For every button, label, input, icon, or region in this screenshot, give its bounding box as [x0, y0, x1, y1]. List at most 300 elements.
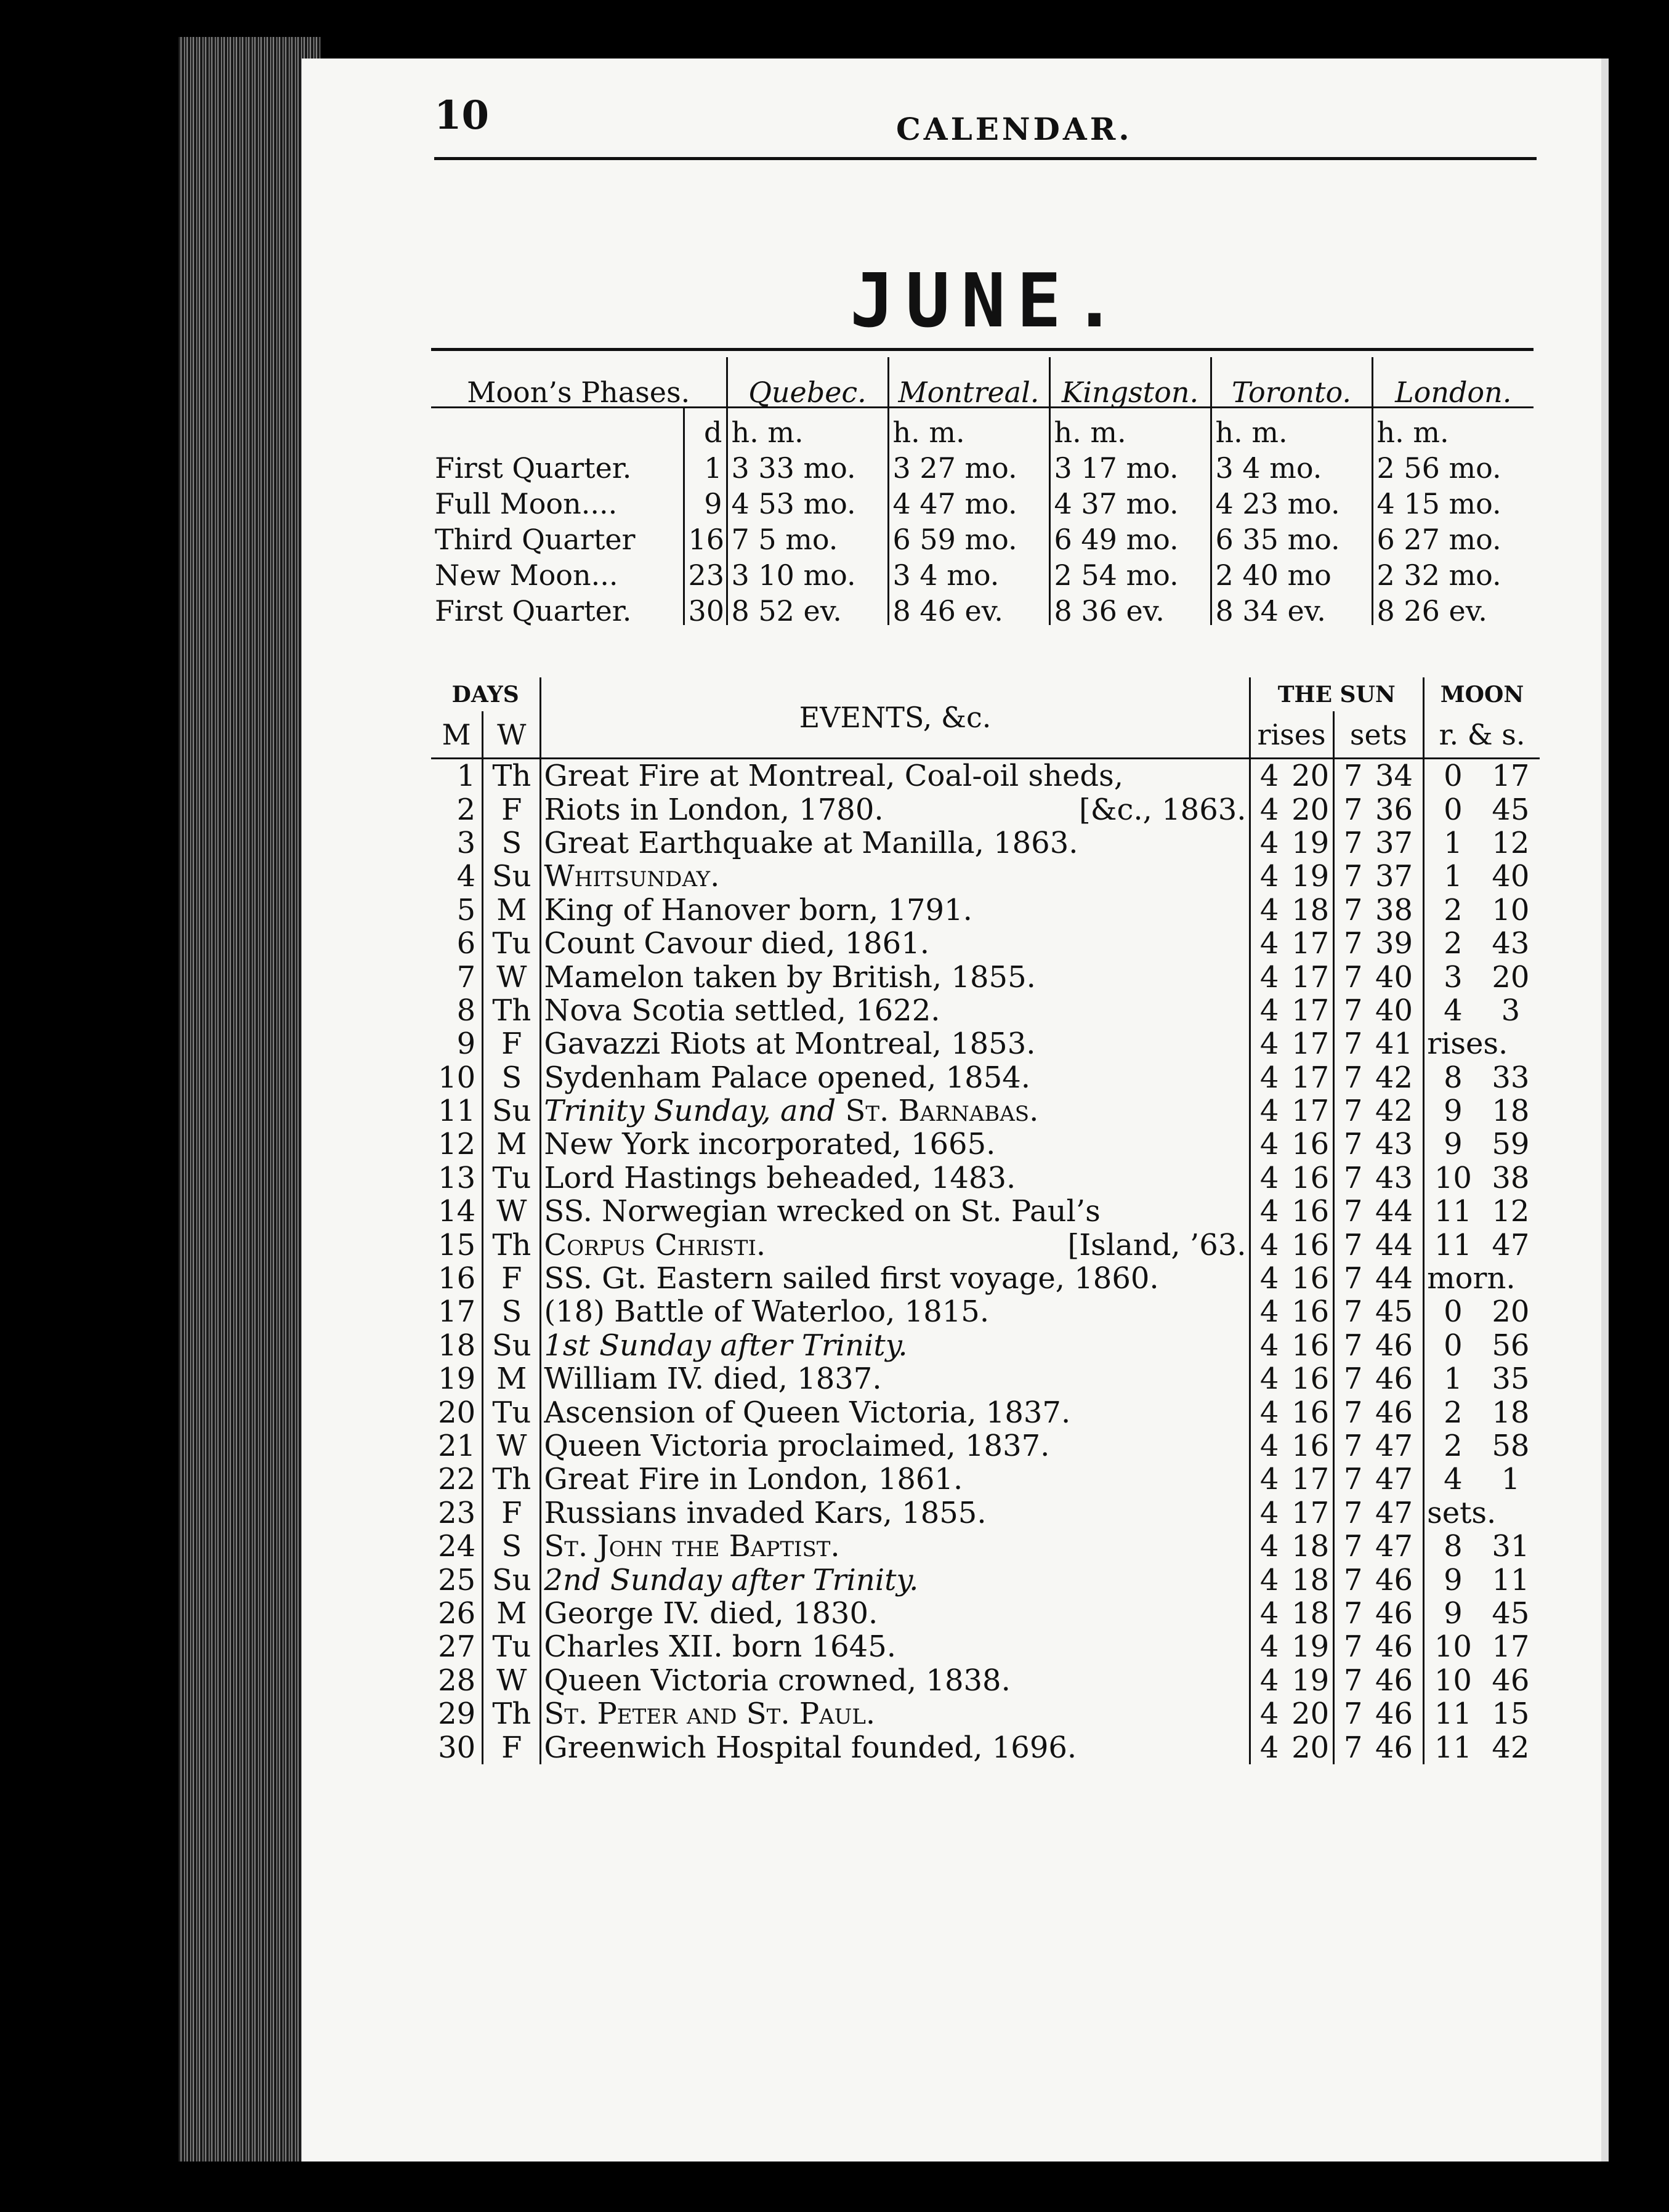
event-text-main: Ascension of Queen Victoria, 1837.: [544, 1395, 1071, 1429]
event-text-main: St. Peter and St. Paul.: [544, 1697, 876, 1731]
event-text-continuation: [Island, ’63.: [1067, 1228, 1247, 1262]
sun-set-hour: 7: [1333, 1730, 1372, 1764]
event-text: [541, 759, 1250, 793]
moon-hour: 2: [1424, 894, 1482, 927]
week-day: S: [483, 1530, 541, 1563]
days-label: DAYS: [451, 681, 519, 708]
event-row: [431, 1597, 1540, 1630]
phase-time: 6 35 mo.: [1211, 518, 1372, 554]
moon-note: rises.: [1424, 1027, 1540, 1060]
city-montreal: Montreal.: [888, 357, 1049, 408]
sun-rise-minute: 19: [1291, 859, 1330, 894]
month-day: 30: [438, 1730, 476, 1765]
event-text-main: New York incorporated, 1665.: [544, 1128, 996, 1161]
city-toronto: Toronto.: [1211, 357, 1372, 408]
sun-rise-hour: 4: [1250, 1697, 1288, 1730]
week-day: S: [483, 1295, 541, 1328]
sun-rise-minute: 20: [1291, 1730, 1330, 1765]
sun-rise-minute: 16: [1291, 1227, 1330, 1262]
moon-hour: 4: [1424, 994, 1482, 1027]
phase-time: 2 40 mo: [1211, 554, 1372, 589]
event-row: [431, 1295, 1540, 1328]
event-text-continuation: [&c., 1863.: [1079, 793, 1247, 826]
moon-minute: 59: [1492, 1127, 1530, 1162]
sun-set-hour: 7: [1333, 1395, 1372, 1429]
moon-hour: 9: [1424, 1563, 1482, 1596]
moon-minute: 3: [1501, 993, 1521, 1028]
week-day: S: [483, 826, 541, 860]
sun-set-minute: 46: [1375, 1629, 1413, 1665]
event-text: [541, 793, 1250, 826]
week-day: Tu: [483, 1395, 541, 1429]
moon-minute: 35: [1492, 1362, 1530, 1397]
event-row: [431, 1061, 1540, 1094]
month-day: 1: [456, 759, 476, 794]
week-day: Th: [483, 1228, 541, 1261]
sun-rise-minute: 20: [1291, 1697, 1330, 1732]
moon-minute: 17: [1492, 1629, 1530, 1665]
moon-hour: 0: [1424, 1329, 1482, 1362]
sun-set-hour: 7: [1333, 1429, 1372, 1463]
sun-set-minute: 45: [1375, 1294, 1413, 1330]
sun-rise-hour: 4: [1250, 1228, 1288, 1261]
week-day: W: [483, 1195, 541, 1228]
week-day: M: [483, 1362, 541, 1395]
phase-time: 3 33 mo.: [727, 446, 888, 482]
month-day: 27: [438, 1629, 476, 1665]
phase-day: 16: [684, 518, 727, 554]
month-day: 11: [438, 1094, 476, 1129]
event-text-main: SS. Gt. Eastern sailed first voyage, 1860.: [544, 1261, 1159, 1296]
week-day: W: [483, 1664, 541, 1697]
month-day: 23: [438, 1495, 476, 1530]
sun-rise-hour: 4: [1250, 1295, 1288, 1328]
month-day: 26: [438, 1596, 476, 1631]
sun-set-minute: 46: [1375, 1362, 1413, 1397]
week-day: M: [483, 1597, 541, 1630]
unit-time: h. m.: [888, 408, 1049, 447]
sun-set-minute: 38: [1375, 892, 1413, 927]
month-day: 17: [438, 1294, 476, 1330]
section-label: CALENDAR.: [896, 111, 1133, 147]
phase-time: 3 4 mo.: [888, 554, 1049, 589]
event-text-smallcaps: St. Barnabas.: [836, 1094, 1039, 1128]
event-text: [541, 894, 1250, 927]
month-day: 6: [456, 926, 476, 961]
moon-hour: 9: [1424, 1128, 1482, 1161]
phase-time: 8 34 ev.: [1211, 589, 1372, 625]
moon-phases-header: [431, 357, 1534, 408]
moon-hour: 0: [1424, 759, 1482, 793]
phase-name: New Moon...: [435, 559, 618, 592]
sun-rise-hour: 4: [1250, 1128, 1288, 1161]
moon-note: sets.: [1424, 1496, 1540, 1530]
moon-hour: 1: [1424, 1362, 1482, 1395]
sun-set-minute: 43: [1375, 1160, 1413, 1195]
moon-minute: 31: [1492, 1529, 1530, 1564]
event-text: [541, 1496, 1250, 1530]
sun-set-hour: 7: [1333, 1362, 1372, 1395]
event-row: [431, 1128, 1540, 1161]
month-day: 15: [438, 1227, 476, 1262]
moon-hour: 11: [1424, 1228, 1482, 1261]
sun-set-hour: 7: [1333, 1094, 1372, 1128]
sun-rise-minute: 16: [1291, 1160, 1330, 1195]
event-text: [541, 826, 1250, 860]
phase-time: 3 17 mo.: [1049, 446, 1211, 482]
sun-rise-hour: 4: [1250, 1563, 1288, 1596]
phase-day: 9: [684, 482, 727, 518]
sun-rise-hour: 4: [1250, 1161, 1288, 1195]
sun-rise-hour: 4: [1250, 793, 1288, 826]
event-text: [541, 1630, 1250, 1663]
month-day: 21: [438, 1429, 476, 1463]
sun-rise-minute: 17: [1291, 1094, 1330, 1129]
week-day: Tu: [483, 1161, 541, 1195]
sun-rise-hour: 4: [1250, 1630, 1288, 1663]
sun-set-minute: 44: [1375, 1227, 1413, 1262]
sun-set-minute: 42: [1375, 1094, 1413, 1129]
week-day: Th: [483, 759, 541, 793]
sun-set-minute: 47: [1375, 1529, 1413, 1564]
city-quebec: Quebec.: [727, 357, 888, 408]
event-text-main: Gavazzi Riots at Montreal, 1853.: [544, 1027, 1036, 1061]
moon-hour: 8: [1424, 1061, 1482, 1094]
moon-minute: 12: [1492, 1194, 1530, 1229]
sun-rise-hour: 4: [1250, 1362, 1288, 1395]
sun-rise-minute: 18: [1291, 892, 1330, 927]
sun-set-hour: 7: [1333, 826, 1372, 860]
event-text-main: Greenwich Hospital founded, 1696.: [544, 1730, 1077, 1764]
sun-set-hour: 7: [1333, 860, 1372, 893]
moon-minute: 12: [1492, 825, 1530, 860]
event-text-main: Queen Victoria proclaimed, 1837.: [544, 1429, 1050, 1463]
sun-rise-minute: 16: [1291, 1362, 1330, 1397]
sun-set-hour: 7: [1333, 1664, 1372, 1697]
month-title: JUNE.: [850, 259, 1128, 344]
week-day: S: [483, 1061, 541, 1094]
month-day: 22: [438, 1462, 476, 1497]
month-day: 24: [438, 1529, 476, 1564]
month-day: 14: [438, 1194, 476, 1229]
sun-rise-minute: 17: [1291, 1495, 1330, 1530]
event-text: [541, 927, 1250, 960]
week-day-label: W: [483, 711, 541, 759]
sun-rise-minute: 17: [1291, 959, 1330, 995]
phase-row: [431, 518, 1534, 554]
event-text: [541, 960, 1250, 993]
sun-rise-minute: 17: [1291, 1462, 1330, 1497]
event-row: [431, 1094, 1540, 1128]
month-day: 16: [438, 1261, 476, 1296]
phase-time: 4 37 mo.: [1049, 482, 1211, 518]
event-text-main: Great Fire in London, 1861.: [544, 1463, 963, 1496]
event-text: [541, 994, 1250, 1027]
phase-time: 4 23 mo.: [1211, 482, 1372, 518]
sun-set-minute: 44: [1375, 1194, 1413, 1229]
sun-set-hour: 7: [1333, 1597, 1372, 1630]
moon-hour: 4: [1424, 1463, 1482, 1496]
sun-rise-hour: 4: [1250, 1329, 1288, 1362]
phase-day: 30: [684, 589, 727, 625]
event-row: [431, 994, 1540, 1027]
month-day: 25: [438, 1562, 476, 1597]
sun-rise-minute: 18: [1291, 1562, 1330, 1597]
sun-set-minute: 43: [1375, 1127, 1413, 1162]
moon-minute: 33: [1492, 1060, 1530, 1095]
phase-time: 4 53 mo.: [727, 482, 888, 518]
week-day: M: [483, 894, 541, 927]
sun-set-minute: 39: [1375, 926, 1413, 961]
event-text: [541, 1228, 1250, 1261]
sun-set-minute: 44: [1375, 1261, 1413, 1296]
week-day: F: [483, 1730, 541, 1764]
event-text: [541, 1128, 1250, 1161]
event-rows: [431, 759, 1540, 1764]
event-text-main: Corpus Christi.: [544, 1228, 766, 1262]
event-text-main: Lord Hastings beheaded, 1483.: [544, 1161, 1016, 1195]
sun-set-hour: 7: [1333, 927, 1372, 960]
week-day: Th: [483, 1697, 541, 1730]
event-text: [541, 1664, 1250, 1697]
sun-rise-minute: 20: [1291, 792, 1330, 827]
sun-rise-minute: 19: [1291, 825, 1330, 860]
phase-day: 1: [684, 446, 727, 482]
page-number: 10: [434, 92, 490, 139]
month-day: 3: [456, 825, 476, 860]
week-day: F: [483, 1262, 541, 1295]
month-day: 2: [456, 792, 476, 827]
event-row: [431, 1630, 1540, 1663]
unit-day: d: [684, 408, 727, 447]
sun-rise-hour: 4: [1250, 860, 1288, 893]
moon-minute: 58: [1492, 1429, 1530, 1463]
phase-time: 4 15 mo.: [1372, 482, 1534, 518]
sun-set-minute: 46: [1375, 1328, 1413, 1363]
event-text: [541, 1730, 1250, 1764]
sun-set-minute: 34: [1375, 759, 1413, 794]
sun-set-hour: 7: [1333, 1061, 1372, 1094]
moon-hour: 11: [1424, 1730, 1482, 1764]
event-text-main: St. John the Baptist.: [544, 1529, 840, 1564]
week-day: F: [483, 1027, 541, 1060]
month-day: 8: [456, 993, 476, 1028]
moon-minute: 10: [1492, 892, 1530, 927]
event-row: [431, 1697, 1540, 1730]
month-day: 29: [438, 1697, 476, 1732]
phase-time: 7 5 mo.: [727, 518, 888, 554]
event-text-main: Whitsunday.: [544, 860, 720, 894]
moon-minute: 43: [1492, 926, 1530, 961]
event-text-main: Count Cavour died, 1861.: [544, 926, 930, 961]
sun-rise-hour: 4: [1250, 994, 1288, 1027]
moon-hour: 8: [1424, 1530, 1482, 1563]
moon-hour: 10: [1424, 1664, 1482, 1697]
sun-rise-minute: 19: [1291, 1629, 1330, 1665]
moon-minute: 42: [1492, 1730, 1530, 1765]
sun-rise-minute: 16: [1291, 1328, 1330, 1363]
moon-hour: 2: [1424, 1429, 1482, 1463]
phase-time: 2 56 mo.: [1372, 446, 1534, 482]
event-text: [541, 1362, 1250, 1395]
event-text: [541, 1262, 1250, 1295]
sun-rise-minute: 19: [1291, 1663, 1330, 1698]
month-day: 5: [456, 892, 476, 927]
events-table: [431, 677, 1540, 1764]
event-text-main: Mamelon taken by British, 1855.: [544, 960, 1036, 994]
sun-set-hour: 7: [1333, 1530, 1372, 1563]
event-text: [541, 1094, 1250, 1128]
phase-row: [431, 482, 1534, 518]
month-day: 7: [456, 959, 476, 995]
moon-hour: 10: [1424, 1161, 1482, 1195]
sun-set-minute: 46: [1375, 1730, 1413, 1765]
sun-set-minute: 46: [1375, 1562, 1413, 1597]
moon-minute: 40: [1492, 859, 1530, 894]
sun-set-hour: 7: [1333, 793, 1372, 826]
sun-set-hour: 7: [1333, 1496, 1372, 1530]
phase-row: [431, 589, 1534, 625]
sun-rise-hour: 4: [1250, 1463, 1288, 1496]
month-day-label: M: [431, 711, 483, 759]
sun-set-hour: 7: [1333, 1463, 1372, 1496]
month-day: 28: [438, 1663, 476, 1698]
sun-set-hour: 7: [1333, 1161, 1372, 1195]
sun-rise-hour: 4: [1250, 1664, 1288, 1697]
sun-set-minute: 47: [1375, 1462, 1413, 1497]
sun-set-hour: 7: [1333, 1563, 1372, 1596]
event-text-main: SS. Norwegian wrecked on St. Paul’s: [544, 1195, 1101, 1229]
moon-minute: 20: [1492, 1294, 1530, 1330]
phase-time: 3 27 mo.: [888, 446, 1049, 482]
week-day: Th: [483, 1463, 541, 1496]
moon-note: morn.: [1424, 1262, 1540, 1295]
event-text-main: King of Hanover born, 1791.: [544, 893, 972, 927]
sun-rise-hour: 4: [1250, 1496, 1288, 1530]
moon-hour: 1: [1424, 826, 1482, 860]
sun-label: THE SUN: [1250, 677, 1424, 711]
week-day: W: [483, 960, 541, 993]
city-london: London.: [1372, 357, 1534, 408]
week-day: M: [483, 1128, 541, 1161]
event-text: [541, 860, 1250, 893]
sun-rise-hour: 4: [1250, 1395, 1288, 1429]
sun-rise-minute: 17: [1291, 993, 1330, 1028]
sun-set-minute: 37: [1375, 859, 1413, 894]
event-text: [541, 1329, 1250, 1362]
facing-page-edge: [1601, 59, 1609, 2162]
event-row: [431, 1262, 1540, 1295]
sun-set-hour: 7: [1333, 1027, 1372, 1060]
event-text-main: Queen Victoria crowned, 1838.: [544, 1663, 1011, 1697]
month-day: 9: [456, 1027, 476, 1062]
event-text-main: Russians invaded Kars, 1855.: [544, 1496, 987, 1530]
sun-set-hour: 7: [1333, 1262, 1372, 1295]
event-row: [431, 860, 1540, 893]
sun-set-hour: 7: [1333, 1329, 1372, 1362]
moon-phases-table: [431, 348, 1534, 628]
phase-name: Third Quarter: [435, 523, 636, 556]
unit-time: h. m.: [1372, 408, 1534, 447]
moon-minute: 15: [1492, 1697, 1530, 1732]
event-text: [541, 1463, 1250, 1496]
event-row: [431, 894, 1540, 927]
phase-time: 6 27 mo.: [1372, 518, 1534, 554]
moon-hour: 0: [1424, 793, 1482, 826]
event-text-main: Great Fire at Montreal, Coal-oil sheds,: [544, 759, 1124, 793]
event-text-main: William IV. died, 1837.: [544, 1362, 882, 1396]
sun-rise-minute: 17: [1291, 1027, 1330, 1062]
sun-set-minute: 37: [1375, 825, 1413, 860]
moon-minute: 20: [1492, 959, 1530, 995]
event-text-main: 1st Sunday after Trinity.: [544, 1328, 908, 1363]
sun-rise-hour: 4: [1250, 1530, 1288, 1563]
sun-rise-minute: 16: [1291, 1194, 1330, 1229]
event-row: [431, 1329, 1540, 1362]
event-text: [541, 1429, 1250, 1463]
sun-set-hour: 7: [1333, 1295, 1372, 1328]
moon-minute: 45: [1492, 1596, 1530, 1631]
moon-minute: 11: [1492, 1562, 1530, 1597]
moon-rs-label: r. & s.: [1424, 711, 1540, 759]
moon-hour: 1: [1424, 860, 1482, 893]
event-text-main: Riots in London, 1780.: [544, 793, 884, 826]
sun-set-hour: 7: [1333, 759, 1372, 793]
week-day: Tu: [483, 927, 541, 960]
moon-minute: 56: [1492, 1328, 1530, 1363]
week-day: Su: [483, 1563, 541, 1596]
phase-name: First Quarter.: [435, 594, 632, 628]
moon-hour: 3: [1424, 960, 1482, 993]
month-day: 10: [438, 1060, 476, 1095]
sun-rise-minute: 16: [1291, 1429, 1330, 1463]
week-day: Su: [483, 860, 541, 893]
sun-rise-minute: 20: [1291, 759, 1330, 794]
event-row: [431, 759, 1540, 793]
sun-set-hour: 7: [1333, 1195, 1372, 1228]
sun-set-minute: 42: [1375, 1060, 1413, 1095]
moon-hour: 2: [1424, 927, 1482, 960]
sun-set-minute: 46: [1375, 1663, 1413, 1698]
event-text: [541, 1395, 1250, 1429]
sun-rise-hour: 4: [1250, 927, 1288, 960]
event-text-main: Great Earthquake at Manilla, 1863.: [544, 826, 1078, 860]
phase-time: 6 49 mo.: [1049, 518, 1211, 554]
sun-rise-hour: 4: [1250, 1597, 1288, 1630]
week-day: Th: [483, 994, 541, 1027]
event-text-main: Charles XII. born 1645.: [544, 1630, 897, 1664]
event-row: [431, 1161, 1540, 1195]
event-row: [431, 793, 1540, 826]
event-row: [431, 1429, 1540, 1463]
week-day: Tu: [483, 1630, 541, 1663]
sun-set-minute: 36: [1375, 792, 1413, 827]
phase-row: [431, 446, 1534, 482]
moon-minute: 17: [1492, 759, 1530, 794]
running-head: [434, 92, 1537, 160]
month-day: 18: [438, 1328, 476, 1363]
sun-set-minute: 47: [1375, 1429, 1413, 1463]
moon-minute: 38: [1492, 1160, 1530, 1195]
month-day: 4: [456, 859, 476, 894]
week-day: F: [483, 793, 541, 826]
unit-time: h. m.: [1049, 408, 1211, 447]
event-text: [541, 1195, 1250, 1228]
sun-set-hour: 7: [1333, 1128, 1372, 1161]
sun-set-minute: 40: [1375, 959, 1413, 995]
event-text-italic: Trinity Sunday, and: [544, 1094, 836, 1128]
event-row: [431, 1463, 1540, 1496]
